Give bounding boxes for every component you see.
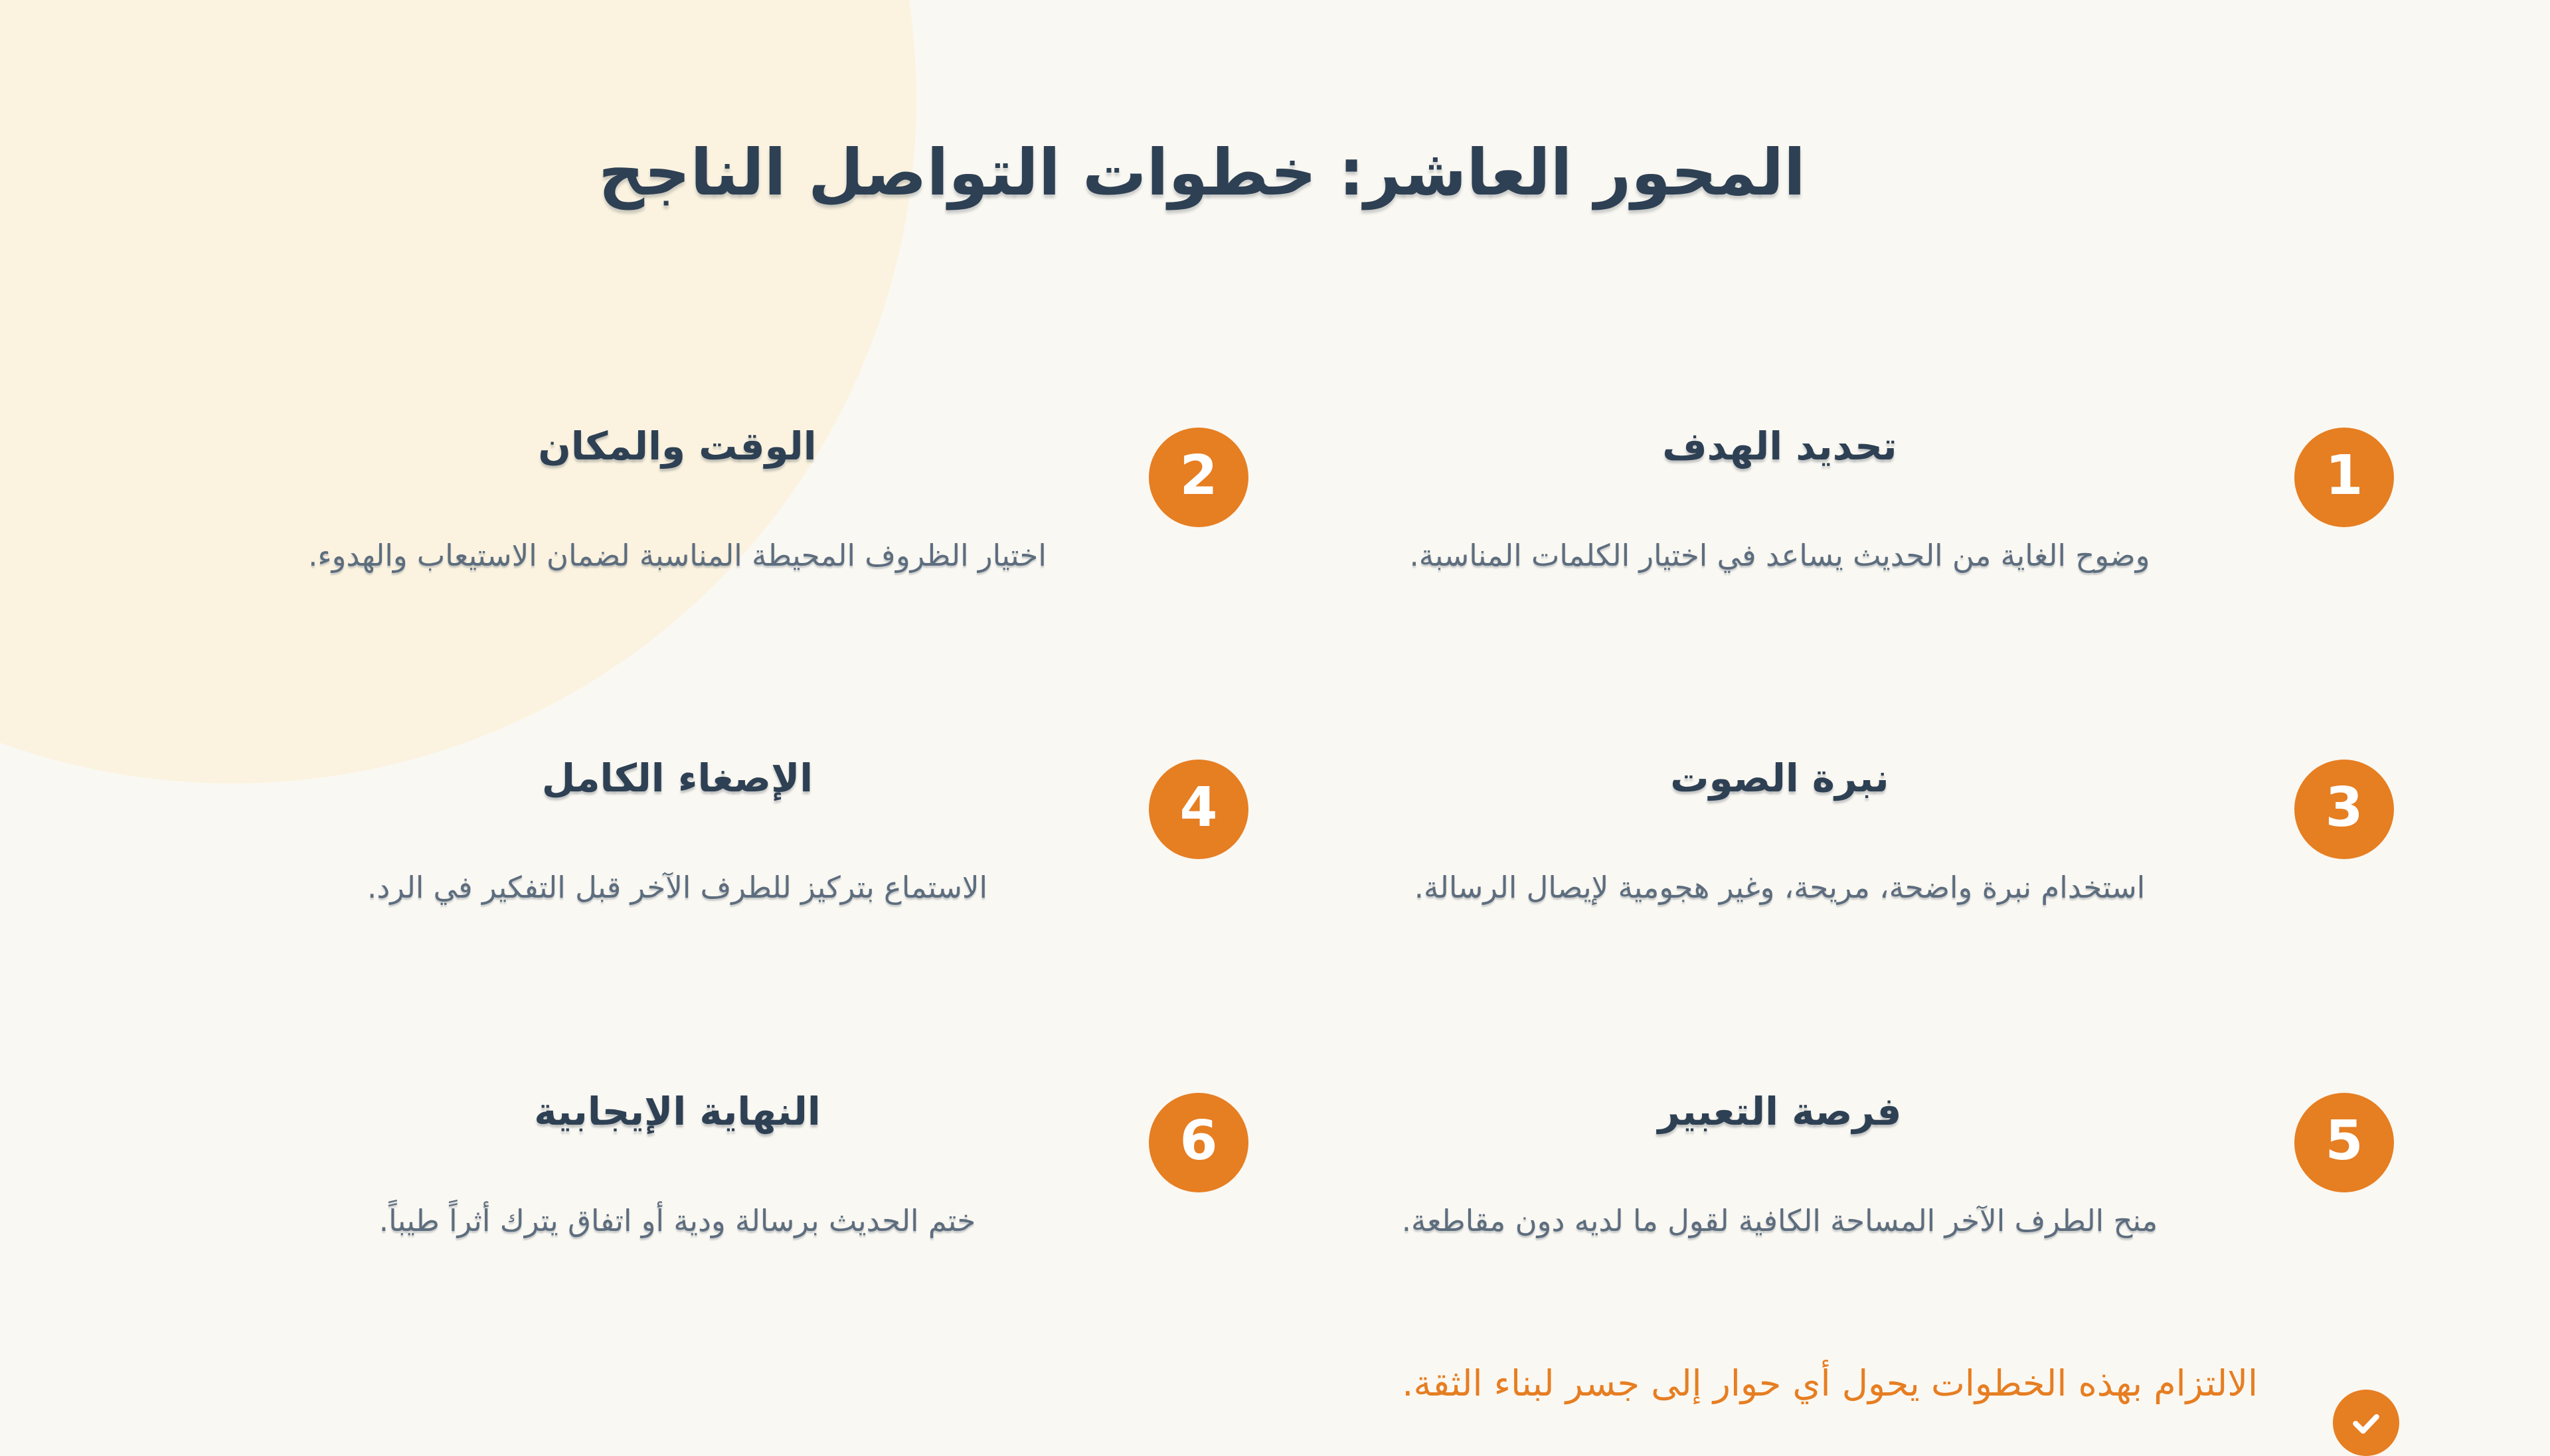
page-title: المحور العاشر: خطوات التواصل الناجح <box>598 135 1806 210</box>
check-icon <box>2348 1405 2384 1441</box>
step-number: 6 <box>1179 1109 1218 1173</box>
step-number: 3 <box>2325 776 2363 839</box>
footer-note: الالتزام بهذه الخطوات يحول أي حوار إلى جسر لبناء الثقة. <box>1402 1362 2258 1404</box>
step-title: نبرة الصوت <box>1670 756 1889 801</box>
step-text-block <box>252 750 1102 905</box>
step-text-block <box>252 418 1102 573</box>
step-text-block <box>252 1084 1102 1238</box>
step-item-2 <box>0 418 2550 631</box>
step-number-badge <box>1149 1093 1248 1192</box>
step-description: استخدام نبرة واضحة، مريحة، وغير هجومية لإيصال الرسالة. <box>1414 870 2146 905</box>
step-number-badge <box>1149 760 1248 859</box>
step-item-4 <box>0 750 2550 963</box>
step-title: النهاية الإيجابية <box>534 1089 821 1134</box>
step-title: الإصغاء الكامل <box>541 756 813 801</box>
step-description: ختم الحديث برسالة ودية أو اتفاق يترك أثراً طيباً. <box>379 1203 976 1238</box>
step-title: فرصة التعبير <box>1658 1089 1902 1134</box>
step-item-6 <box>0 1084 2550 1296</box>
step-description: وضوح الغاية من الحديث يساعد في اختيار الكلمات المناسبة. <box>1409 538 2150 573</box>
step-number: 2 <box>1179 444 1218 507</box>
step-number: 4 <box>1179 776 1218 839</box>
step-title: تحديد الهدف <box>1662 424 1897 469</box>
step-number: 5 <box>2325 1109 2363 1173</box>
check-circle <box>2333 1390 2399 1456</box>
background-blob-shape <box>0 0 916 783</box>
step-description: اختيار الظروف المحيطة المناسبة لضمان الاستيعاب والهدوء. <box>308 538 1047 573</box>
step-title: الوقت والمكان <box>538 424 817 469</box>
step-description: منح الطرف الآخر المساحة الكافية لقول ما لديه دون مقاطعة. <box>1401 1203 2158 1238</box>
step-number: 1 <box>2325 444 2363 507</box>
step-description: الاستماع بتركيز للطرف الآخر قبل التفكير في الرد. <box>367 870 988 905</box>
step-number-badge <box>1149 428 1248 527</box>
